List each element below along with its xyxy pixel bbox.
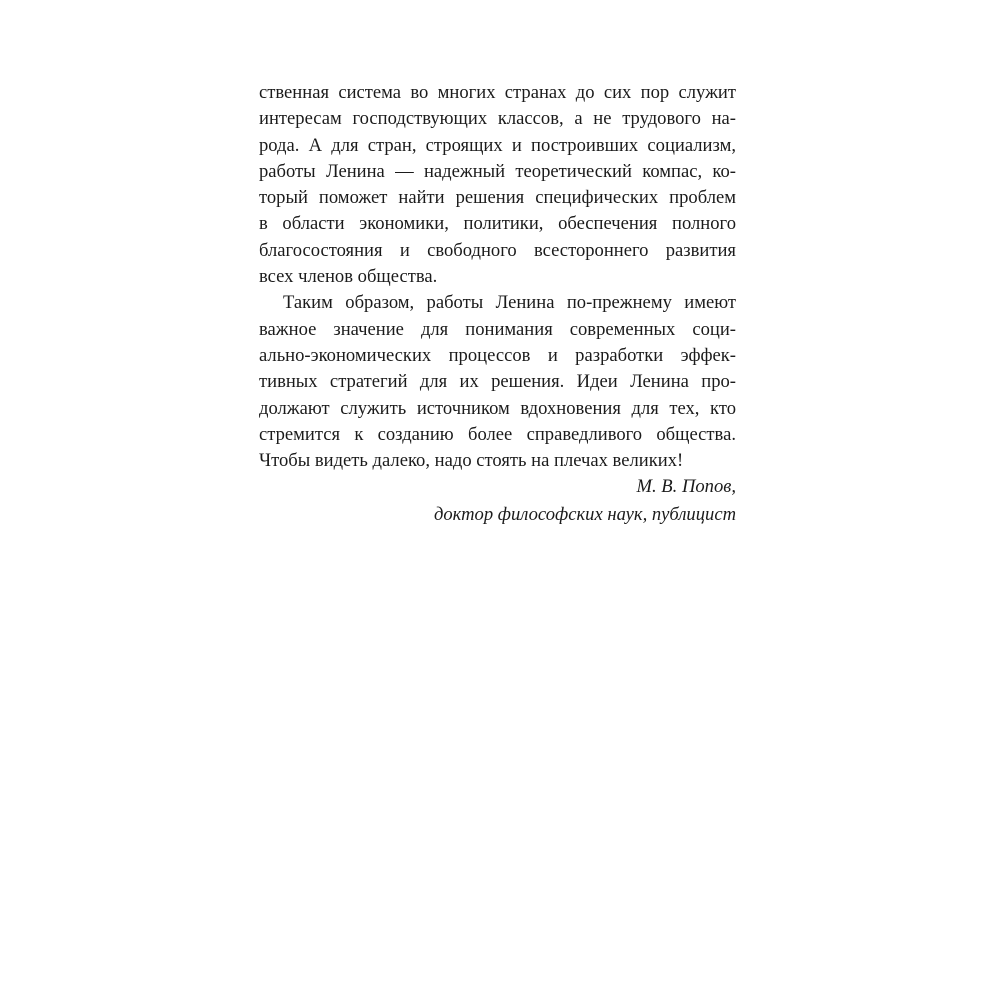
author-title: доктор философских наук, публицист [433, 504, 736, 525]
signature-block [434, 473, 736, 529]
text-line: тивных стратегий для их решения. Идеи Ленина про- [259, 371, 736, 393]
text-line: должают служить источником вдохновения для тех, кто [259, 397, 736, 419]
text-line: всех членов общества. [259, 266, 438, 288]
text-line: Таким образом, работы Ленина по-прежнему имеют [283, 292, 736, 314]
text-line: интересам господствующих классов, а не трудового на- [259, 108, 736, 130]
author-name: М. В. Попов, [636, 476, 736, 497]
text-line: важное значение для понимания современных соци- [259, 318, 736, 340]
text-line: в области экономики, политики, обеспечения полного [259, 213, 736, 235]
text-line: ственная система во многих странах до сих пор служит [259, 82, 736, 103]
text-line: работы Ленина — надежный теоретический компас, ко- [259, 160, 736, 182]
text-line: рода. А для стран, строящих и построивших социализм, [259, 134, 736, 156]
body-text [259, 80, 736, 474]
text-line: стремится к созданию более справедливого общества. [259, 423, 736, 445]
text-line: ально-экономических процессов и разработки эффек- [259, 344, 736, 366]
paragraph [259, 290, 736, 474]
text-line: торый поможет найти решения специфических проблем [259, 187, 736, 209]
paragraph [259, 80, 736, 290]
text-line: Чтобы видеть далеко, надо стоять на плечах великих! [259, 450, 684, 472]
text-line: благосостояния и свободного всестороннего развития [259, 239, 736, 261]
